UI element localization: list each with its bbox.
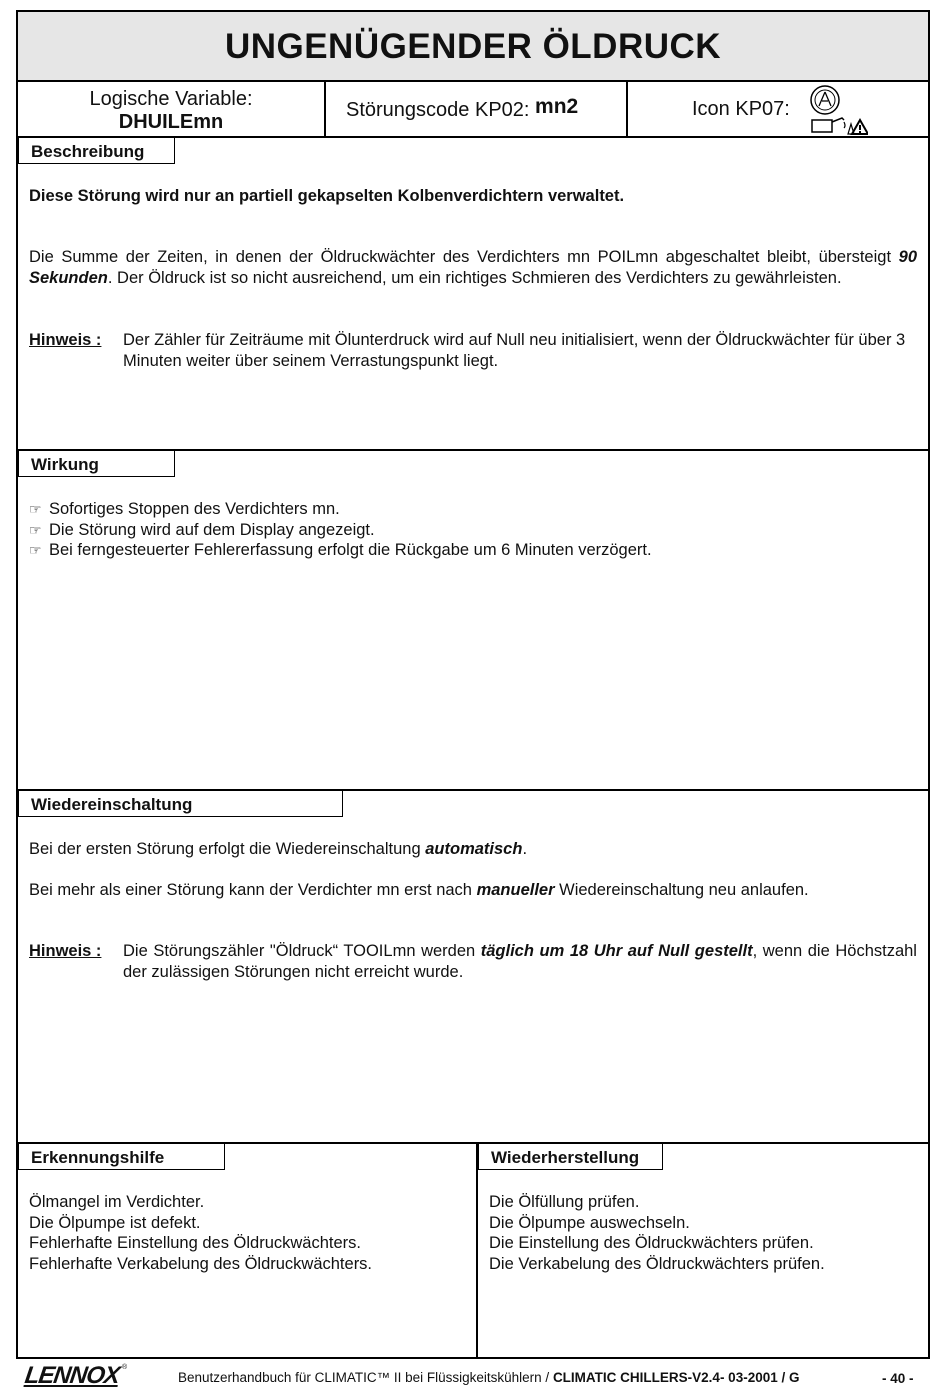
list-item: Fehlerhafte Einstellung des Öldruckwächters. (29, 1234, 361, 1252)
beschreibung-note-label: Hinweis : (29, 331, 102, 349)
column-divider (476, 1142, 478, 1359)
footer-text: Benutzerhandbuch für CLIMATIC™ II bei Flüssigkeitskühlern / CLIMATIC CHILLERS-V2.4- 03-2001 / G (178, 1370, 800, 1385)
list-item: Die Ölpumpe auswechseln. (489, 1213, 690, 1232)
variable-value: DHUILEmn (118, 111, 224, 133)
tab-wiederherstellung: Wiederherstellung (478, 1144, 663, 1170)
oil-pressure-alarm-icon (808, 84, 868, 138)
registered-mark: ® (122, 1364, 128, 1371)
pointing-hand-icon: ☞ (29, 542, 42, 558)
wiederherstellung-list (489, 1192, 919, 1274)
lennox-logo: LENNOX (23, 1362, 121, 1389)
list-item: Die Einstellung des Öldruckwächters prüfen. (489, 1234, 814, 1252)
variable-label: Logische Variable: (89, 88, 253, 110)
beschreibung-p1-c: . Der Öldruck ist so nicht ausreichend, um ein richtiges Schmieren des Verdichters zu gewährleisten. (107, 268, 842, 287)
page-title: UNGENÜGENDER ÖLDRUCK (224, 27, 722, 66)
list-item: Die Verkabelung des Öldruckwächters prüfen. (489, 1254, 825, 1273)
list-item: Die Ölfüllung prüfen. (489, 1193, 640, 1211)
pointing-hand-icon: ☞ (29, 501, 42, 517)
code-cell (324, 80, 628, 138)
list-item: ☞ Sofortiges Stoppen des Verdichters mn. (29, 500, 340, 518)
list-item: ☞ Die Störung wird auf dem Display angezeigt. (29, 520, 375, 539)
code-value: mn2 (535, 95, 579, 118)
tab-wiedereinschaltung: Wiedereinschaltung (18, 791, 343, 817)
beschreibung-p1-a: Die Summe der Zeiten, in denen der Öldruckwächter des Verdichters mn POILmn abgeschaltet bleibt, übersteigt (29, 248, 892, 266)
list-item: ☞ Bei ferngesteuerter Fehlererfassung erfolgt die Rückgabe um 6 Minuten verzögert. (29, 541, 652, 559)
wiedereinschaltung-note-label: Hinweis : (29, 942, 102, 960)
list-item: Die Ölpumpe ist defekt. (29, 1213, 201, 1232)
beschreibung-note-text: Der Zähler für Zeiträume mit Ölunterdruck wird auf Null neu initialisiert, wenn der Öldruckwächter für über 3 Minuten weiter über seinem Verrastungspunkt liegt. (123, 331, 906, 370)
icon-label: Icon KP07: (692, 98, 790, 120)
tab-beschreibung: Beschreibung (18, 138, 175, 164)
page-number: - 40 - (882, 1371, 914, 1386)
variable-cell (16, 80, 326, 138)
beschreibung-p1-b: 90 Sekunden (29, 248, 917, 287)
tab-erkennungshilfe: Erkennungshilfe (18, 1144, 225, 1170)
tab-wirkung: Wirkung (18, 451, 175, 477)
list-item: Ölmangel im Verdichter. (29, 1193, 205, 1211)
erkennungshilfe-list (29, 1192, 469, 1274)
wiedereinschaltung-p1: Bei der ersten Störung erfolgt die Wiedereinschaltung automatisch. (29, 840, 528, 858)
beschreibung-paragraph (29, 247, 917, 288)
wirkung-list (29, 499, 917, 561)
wiedereinschaltung-p2: Bei mehr als einer Störung kann der Verdichter mn erst nach manueller Wiedereinschaltung neu anlaufen. (29, 881, 809, 899)
pointing-hand-icon: ☞ (29, 521, 42, 538)
beschreibung-lead: Diese Störung wird nur an partiell gekapselten Kolbenverdichtern verwaltet. (29, 187, 625, 205)
list-item: Fehlerhafte Verkabelung des Öldruckwächters. (29, 1254, 373, 1273)
code-label: Störungscode KP02: (346, 99, 530, 121)
title-bar (16, 10, 930, 82)
wiedereinschaltung-note: Die Störungszähler "Öldruck“ TOOILmn werden täglich um 18 Uhr auf Null gestellt, wenn die Höchstzahl der zulässigen Störungen nicht erreicht wurde. (123, 942, 917, 981)
icon-cell (626, 80, 930, 138)
